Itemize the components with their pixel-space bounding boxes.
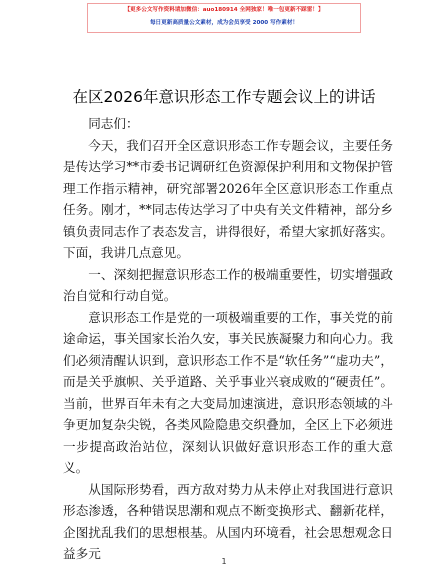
paragraph: 今天，我们召开全区意识形态工作专题会议，主要任务是传达学习**市委书记调研红色资源保护利用和文物保护管理工作指示精神，研究部署2026年全区意识形态工作重点任务。刚才，**同志传达学习了中央有关文件精神，部分乡镇负责同志作了表态发言，讲得很好，希望大家抓好落实。下面，我讲几点意见。 [63, 137, 393, 260]
section-heading: 一、深刻把握意识形态工作的极端重要性，切实增强政治自觉和行动自觉。 [63, 266, 393, 303]
promo-banner [87, 3, 361, 33]
document-body [63, 113, 393, 565]
paragraph: 从国际形势看，西方敌对势力从未停止对我国进行意识形态渗透，各种错误思潮和观点不断变换形式、翻新花样，企图扰乱我们的思想根基。从国内环境看，社会思想观念日益多元 [63, 481, 393, 561]
page-number: 1 [221, 557, 227, 566]
promo-banner-line-1: 【更多公文写作资料请加微信：auo180914 全网独家！唯一包更新不踩雷！】 [124, 7, 324, 13]
document-title: 在区2026年意识形态工作专题会议上的讲话 [72, 88, 376, 106]
salutation: 同志们： [88, 116, 139, 131]
promo-banner-line-2: 每日更新高质量公文素材，成为会员享受 2000 写作素材！ [149, 20, 299, 26]
paragraph: 意识形态工作是党的一项极端重要的工作，事关党的前途命运，事关国家长治久安，事关民族凝聚力和向心力。我们必须清醒认识到，意识形态工作不是“软任务”“虚功夫”，而是关乎旗帜、关乎道路、关乎事业兴衰成败的“硬责任”。当前，世界百年未有之大变局加速演进，意识形态领域的斗争更加复杂尖锐，各类风险隐患交织叠加，全区上下必须进一步提高政治站位，深刻认识做好意识形态工作的重大意义。 [63, 309, 393, 475]
